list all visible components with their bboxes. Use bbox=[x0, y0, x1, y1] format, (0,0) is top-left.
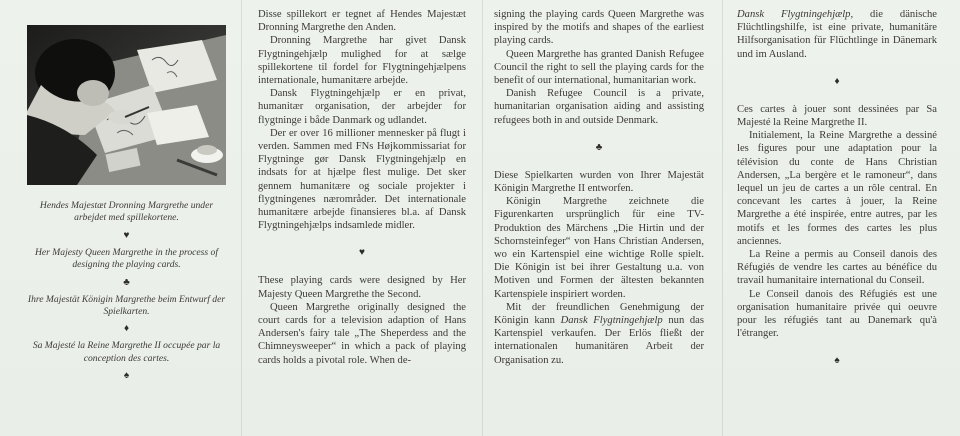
english-paragraph: Danish Refugee Council is a private, humanitarian organisation aiding and assisting refugees both in and outside Denmark. bbox=[494, 88, 704, 126]
german-paragraph: Königin Margrethe zeichnete die Figurenkarten ursprünglich für eine TV-Produktion des Märchens „Die Hirtin und der Schornsteinfeger“ von Hans Christian Andersen, wo ein Kartenspiel eine wichtige Rolle spielt. Die Königin ist bei ihrer Gestaltung u.a. von Motiven und Formen der ältesten bekannten Kartenspiele inspiriert worden. bbox=[494, 196, 704, 300]
german-paragraph bbox=[494, 301, 704, 367]
text-span: , die dänische Flüchtlingshilfe, ist eine private, humanitäre Hilfsorganisation für Flüchtlinge in Dänemark und im Ausland. bbox=[737, 9, 937, 60]
french-paragraph: Initialement, la Reine Margrethe a dessiné les figures pour une adaptation pour la télévision du conte de Hans Christian Andersen, „La bergère et le ramoneur“, dans lequel un jeu de cartes a un rôle central. En concevant les cartes à jouer, la Reine Margrethe a été inspirée, entre autres, par les motifs et les formes des cartes les plus anciennes. bbox=[737, 130, 937, 247]
caption-english: Her Majesty Queen Margrethe in the process of designing the playing cards. bbox=[34, 246, 219, 271]
text-column-3 bbox=[494, 8, 704, 367]
caption-danish: Hendes Majestæt Dronning Margrethe under arbejdet med spillekortene. bbox=[39, 200, 214, 224]
english-paragraph: These playing cards were designed by Her Majesty Queen Margrethe the Second. bbox=[258, 275, 466, 300]
danish-paragraph: Dronning Margrethe har givet Dansk Flygtningehjælp mulighed for at sælge spillekortene til fordel for Flygtningehjælpens internationale, humanitære arbejde. bbox=[258, 35, 466, 87]
club-icon: ♣ bbox=[595, 141, 603, 153]
text-column-4 bbox=[737, 8, 937, 368]
fold-line bbox=[241, 0, 242, 436]
queen-drawing-photo bbox=[27, 25, 226, 185]
club-icon: ♣ bbox=[123, 276, 130, 288]
spade-icon: ♠ bbox=[834, 355, 840, 367]
caption-french: Sa Majesté la Reine Margrethe II occupée par la conception des cartes. bbox=[32, 340, 221, 364]
fold-line bbox=[722, 0, 723, 436]
french-paragraph: Ces cartes à jouer sont dessinées par Sa Majesté la Reine Margrethe II. bbox=[737, 103, 937, 129]
heart-icon: ♥ bbox=[123, 229, 130, 241]
fold-line bbox=[482, 0, 483, 436]
english-paragraph: Queen Margrethe has granted Danish Refugee Council the right to sell the playing cards for the benefit of our international, humanitarian work. bbox=[494, 48, 704, 87]
english-paragraph: signing the playing cards Queen Margrethe was inspired by the motifs and shapes of the earliest playing cards. bbox=[494, 9, 704, 47]
german-paragraph: Diese Spielkarten wurden von Ihrer Majestät Königin Margrethe II entworfen. bbox=[494, 169, 704, 195]
text-column-2 bbox=[258, 8, 466, 367]
danish-paragraph: Der er over 16 millioner mennesker på flugt i verden. Sammen med FNs Højkommissariat for Flygtninge gør Dansk Flygtningehjælp en indsats for at hjælpe flest mulige. Det sker gennem humanitære og sociale projekter i flygtningenes nærområder. Det internationale humanitære arbejde finansieres bl.a. af Dansk Flygtningehjælps indsamlede midler. bbox=[258, 127, 466, 232]
danish-paragraph: Dansk Flygtningehjælp er en privat, humanitær organisation, der arbejder for flygtninge i både Danmark og udlandet. bbox=[258, 88, 466, 126]
photograph-icon bbox=[27, 25, 226, 185]
french-paragraph: Le Conseil danois des Réfugiés est une organisation humanitaire privée qui oeuvre pour les réfugiés tant au Danemark qu'à l'étranger. bbox=[737, 288, 937, 340]
diamond-icon: ♦ bbox=[834, 75, 840, 87]
french-paragraph: La Reine a permis au Conseil danois des Réfugiés de vendre les cartes au bénéfice du travail humanitaire international du Conseil. bbox=[737, 249, 937, 287]
spade-icon: ♠ bbox=[123, 370, 130, 382]
heart-icon: ♥ bbox=[359, 247, 365, 259]
diamond-icon: ♦ bbox=[123, 323, 130, 335]
text-span: Mit der freundlichen Genehmigung der Königin kann bbox=[494, 301, 704, 327]
german-paragraph bbox=[737, 8, 937, 61]
photo-captions bbox=[27, 200, 226, 387]
organisation-name: Dansk Flygtningehjælp bbox=[737, 9, 851, 20]
caption-german: Ihre Majestät Königin Margrethe beim Entwurf der Spielkarten. bbox=[27, 293, 226, 318]
danish-paragraph: Disse spillekort er tegnet af Hendes Majestæt Dronning Margrethe den Anden. bbox=[258, 9, 466, 34]
text-span: nun das Kartenspiel verkaufen. Der Erlös fließt der internationalen humanitären Arbeit der Organisation zu. bbox=[494, 315, 704, 366]
english-paragraph: Queen Margrethe originally designed the court cards for a television adaption of Hans Andersen's fairy tale „The Sheperdess and the Chimneysweeper“ in which a pack of playing cards holds a pivotal role. When de- bbox=[258, 301, 466, 366]
organisation-name: Dansk Flygtningehjælp bbox=[560, 315, 663, 327]
